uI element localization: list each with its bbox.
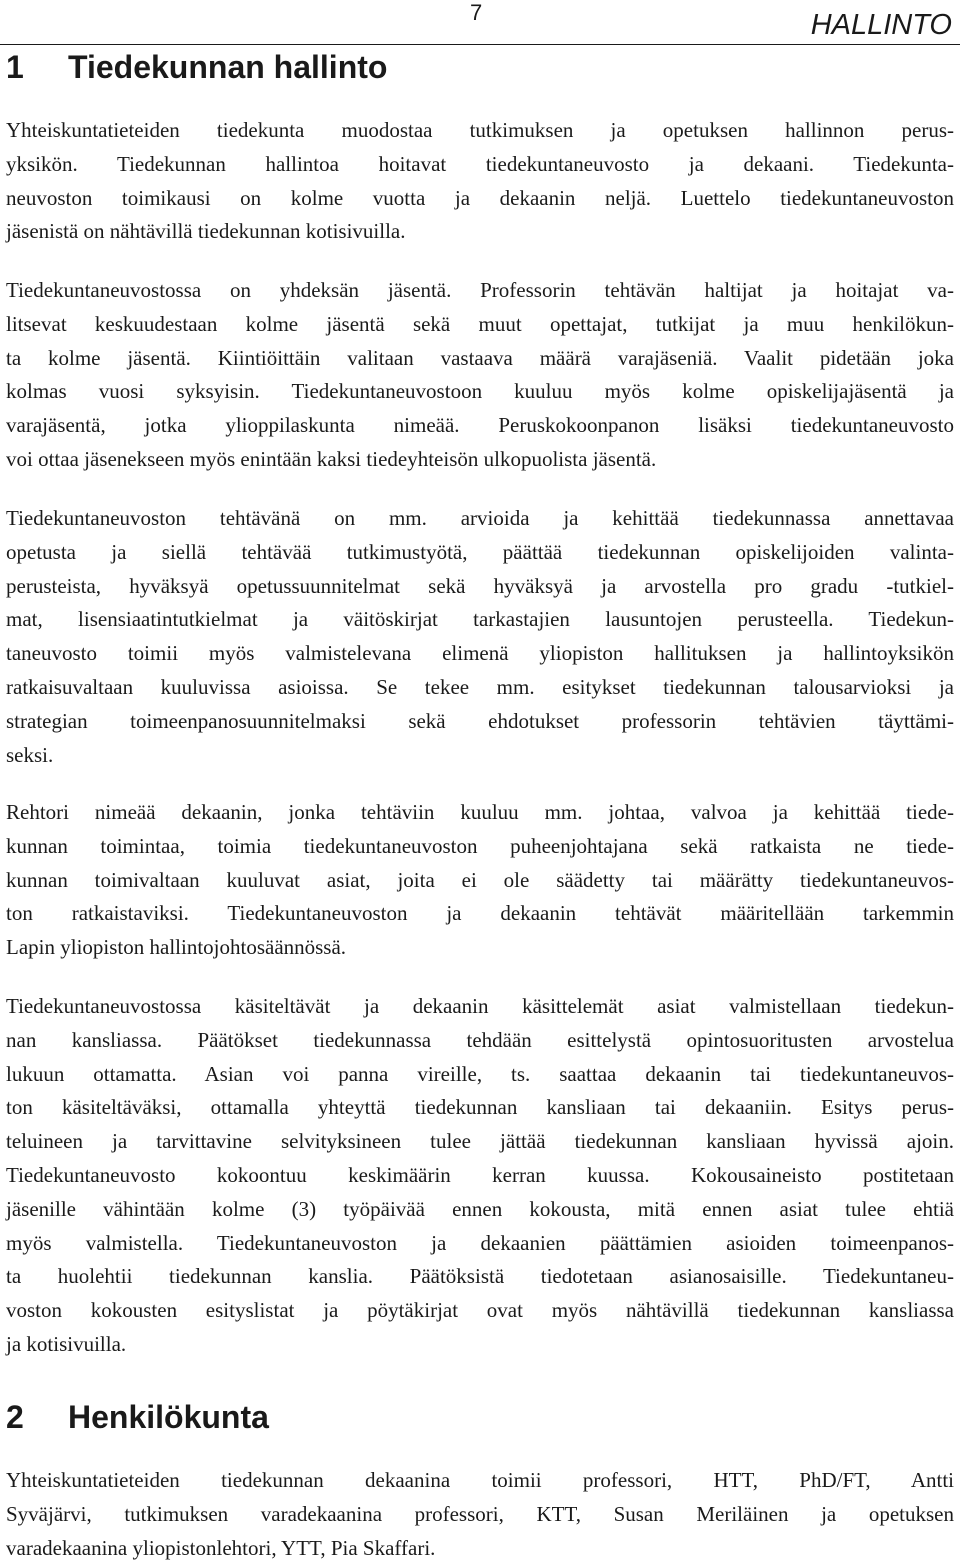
text-line: Tiedekuntaneuvostossa käsiteltävät ja dekaanin käsittelemät asiat valmistellaan tiedekun- <box>6 994 954 1018</box>
section-1-heading <box>6 48 387 86</box>
text-line: ton ratkaistaviksi. Tiedekuntaneuvoston ja dekaanin tehtävät määritellään tarkemmin <box>6 901 954 926</box>
text-line: kunnan toimintaa, toimia tiedekuntaneuvoston puheenjohtajana sekä ratkaista ne tiede- <box>6 833 954 858</box>
text-line: ja kotisivuilla. <box>6 1331 127 1356</box>
text-line: Yhteiskuntatieteiden tiedekunnan dekaanina toimii professori, HTT, PhD/FT, Antti <box>6 1468 954 1492</box>
text-line: kunnan toimivaltaan kuuluvat asiat, joita ei ole säädetty tai määrätty tiedekuntaneuvos- <box>6 867 954 892</box>
text-line: voi ottaa jäsenekseen myös enintään kaksi tiedeyhteisön ulkopuolista jäsentä. <box>6 446 657 471</box>
text-line: lukuun ottamatta. Asian voi panna vireille, ts. saattaa dekaanin tai tiedekuntaneuvos- <box>6 1061 954 1086</box>
text-line: nan kansliassa. Päätökset tiedekunnassa tehdään esittelystä opintosuoritusten arvostelua <box>6 1027 954 1052</box>
section-title: Henkilökunta <box>68 1399 269 1435</box>
text-line: ta kolme jäsentä. Kiintiöittäin valitaan vastaava määrä varajäseniä. Vaalit pidetään joka <box>6 345 954 370</box>
text-line: voston kokousten esityslistat ja pöytäkirjat ovat myös nähtävillä tiedekunnan kansliassa <box>6 1298 954 1323</box>
text-line: ratkaisuvaltaan kuuluvissa asioissa. Se tekee mm. esitykset tiedekunnan talousarvioksi ja <box>6 674 954 699</box>
text-line: perusteista, hyväksyä opetussuunnitelmat sekä hyväksyä ja arvostella pro gradu -tutkiel- <box>6 573 954 598</box>
text-line: jäsenille vähintään kolme (3) työpäivää ennen kokousta, mitä ennen asiat tulee ehtiä <box>6 1196 954 1221</box>
text-line: teluineen ja tarvittavine selvityksineen tulee jättää tiedekunnan kansliaan hyvissä ajoin. <box>6 1129 954 1154</box>
text-line: ta huolehtii tiedekunnan kanslia. Päätöksistä tiedotetaan asianosaisille. Tiedekuntaneu- <box>6 1264 954 1289</box>
text-line: Tiedekuntaneuvosto kokoontuu keskimäärin kerran kuussa. Kokousaineisto postitetaan <box>6 1162 954 1187</box>
text-line: Lapin yliopiston hallintojohtosäännössä. <box>6 935 347 960</box>
paragraph <box>6 502 954 772</box>
section-number: 1 <box>6 49 24 85</box>
text-line: mat, lisensiaatintutkielmat ja väitöskirjat tarkastajien lausuntojen perusteella. Tiedekun- <box>6 607 954 632</box>
text-line: neuvoston toimikausi on kolme vuotta ja dekaanin neljä. Luettelo tiedekuntaneuvoston <box>6 185 954 210</box>
text-line: kolmas vuosi syksyisin. Tiedekuntaneuvostoon kuuluu myös kolme opiskelijajäsentä ja <box>6 379 954 404</box>
text-line: Tiedekuntaneuvostossa on yhdeksän jäsentä. Professorin tehtävän haltijat ja hoitajat va- <box>6 278 954 302</box>
section-number: 2 <box>6 1399 24 1435</box>
text-line: strategian toimeenpanosuunnitelmaksi sekä ehdotukset professorin tehtävien täyttämi- <box>6 708 954 733</box>
text-line: myös valmistella. Tiedekuntaneuvoston ja dekaanien päättämien asioiden toimeenpanos- <box>6 1230 954 1255</box>
section-title: Tiedekunnan hallinto <box>68 49 388 85</box>
text-line: ton käsiteltäväksi, ottamalla yhteyttä tiedekunnan kansliaan tai dekaaniin. Esitys perus- <box>6 1095 954 1120</box>
text-line: yksikön. Tiedekunnan hallintoa hoitavat tiedekuntaneuvosto ja dekaani. Tiedekunta- <box>6 151 954 176</box>
text-line: seksi. <box>6 742 54 767</box>
text-line: Syväjärvi, tutkimuksen varadekaanina professori, KTT, Susan Meriläinen ja opetuksen <box>6 1501 954 1526</box>
text-line: Tiedekuntaneuvoston tehtävänä on mm. arvioida ja kehittää tiedekunnassa annettavaa <box>6 506 954 530</box>
paragraph <box>6 990 954 1362</box>
text-line: litsevat keskuudestaan kolme jäsentä sekä muut opettajat, tutkijat ja muu henkilökun- <box>6 311 954 336</box>
text-line: taneuvosto toimii myös valmistelevana elimenä yliopiston hallituksen ja hallintoyksikön <box>6 641 954 666</box>
text-line: Rehtori nimeää dekaanin, jonka tehtäviin kuuluu mm. johtaa, valvoa ja kehittää tiede- <box>6 800 954 824</box>
paragraph <box>6 114 954 249</box>
page-number: 7 <box>470 0 483 25</box>
section-2-heading <box>6 1398 269 1436</box>
running-head: HALLINTO <box>810 9 952 41</box>
paragraph <box>6 1464 954 1565</box>
paragraph <box>6 274 954 477</box>
text-line: varadekaanina yliopistonlehtori, YTT, Pia Skaffari. <box>6 1535 436 1560</box>
text-line: jäsenistä on nähtävillä tiedekunnan kotisivuilla. <box>6 219 406 244</box>
text-line: varajäsentä, jotka ylioppilaskunta nimeää. Peruskokoonpanon lisäksi tiedekuntaneuvosto <box>6 413 954 438</box>
text-line: Yhteiskuntatieteiden tiedekunta muodostaa tutkimuksen ja opetuksen hallinnon perus- <box>6 118 954 142</box>
header-rule <box>0 44 960 45</box>
paragraph <box>6 796 954 965</box>
text-line: opetusta ja siellä tehtävää tutkimustyötä, päättää tiedekunnan opiskelijoiden valinta- <box>6 539 954 564</box>
